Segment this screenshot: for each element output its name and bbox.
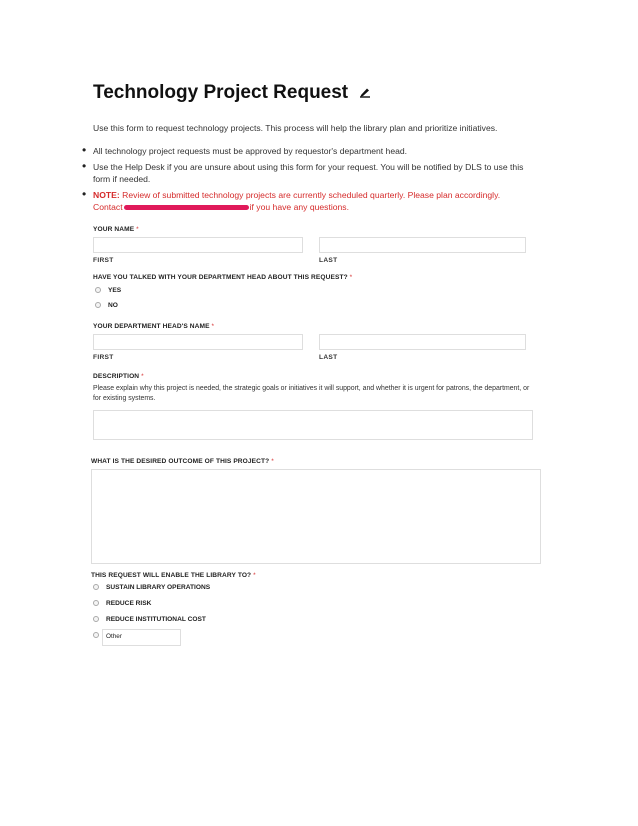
dept-head-talk-label: HAVE YOU TALKED WITH YOUR DEPARTMENT HEAD ABOUT THIS REQUEST? *: [93, 274, 353, 281]
note-contact: Contact: [93, 202, 123, 212]
enable-other-label: Other: [106, 633, 122, 640]
note-tail: if you have any questions.: [249, 202, 349, 212]
dept-head-talk-no-label: NO: [108, 302, 118, 309]
description-label: DESCRIPTION *: [93, 373, 144, 380]
note-item: [80, 189, 540, 213]
your-name-last-caption: LAST: [319, 257, 338, 264]
edit-pencil-icon[interactable]: [359, 82, 371, 104]
enable-other-input[interactable]: [102, 629, 181, 646]
enable-risk-radio[interactable]: [93, 600, 99, 606]
note-text: Review of submitted technology projects are currently scheduled quarterly. Please plan accordingly.: [119, 190, 501, 200]
your-name-last-input[interactable]: [319, 237, 526, 253]
instructions-list: [80, 145, 540, 217]
instruction-text: All technology project requests must be approved by requestor's department head.: [93, 146, 408, 156]
redaction-mark: [124, 205, 249, 210]
dept-head-first-input[interactable]: [93, 334, 303, 350]
outcome-textarea[interactable]: [91, 469, 541, 564]
dept-head-talk-no-radio[interactable]: [95, 302, 101, 308]
your-name-label: YOUR NAME *: [93, 226, 139, 233]
description-help: Please explain why this project is needed, the strategic goals or initiatives it will support, and whether it is urgent for patrons, the department, or for existing systems.: [93, 385, 530, 402]
dept-head-name-label: YOUR DEPARTMENT HEAD'S NAME *: [93, 323, 215, 330]
enable-other-radio[interactable]: [93, 632, 99, 638]
note-label: NOTE:: [93, 190, 120, 200]
page-title: [93, 82, 371, 104]
instruction-text: Use the Help Desk if you are unsure about using this form for your request. You will be notified by DLS to use this form if needed.: [93, 162, 524, 184]
enable-cost-radio[interactable]: [93, 616, 99, 622]
intro-text: Use this form to request technology projects. This process will help the library plan and prioritize initiatives.: [93, 123, 498, 133]
dept-head-last-caption: LAST: [319, 354, 338, 361]
enable-cost-label: REDUCE INSTITUTIONAL COST: [106, 616, 206, 623]
outcome-label: WHAT IS THE DESIRED OUTCOME OF THIS PROJECT? *: [91, 458, 274, 465]
dept-head-first-caption: FIRST: [93, 354, 114, 361]
enable-label: THIS REQUEST WILL ENABLE THE LIBRARY TO? *: [91, 572, 256, 579]
your-name-first-input[interactable]: [93, 237, 303, 253]
enable-risk-label: REDUCE RISK: [106, 600, 152, 607]
dept-head-talk-yes-radio[interactable]: [95, 287, 101, 293]
instruction-item: [80, 161, 540, 185]
enable-sustain-radio[interactable]: [93, 584, 99, 590]
dept-head-talk-yes-label: YES: [108, 287, 122, 294]
dept-head-last-input[interactable]: [319, 334, 526, 350]
enable-sustain-label: SUSTAIN LIBRARY OPERATIONS: [106, 584, 211, 591]
your-name-first-caption: FIRST: [93, 257, 114, 264]
instruction-item: [80, 145, 540, 157]
page-title-text: Technology Project Request: [93, 82, 349, 104]
description-textarea[interactable]: [93, 410, 533, 440]
